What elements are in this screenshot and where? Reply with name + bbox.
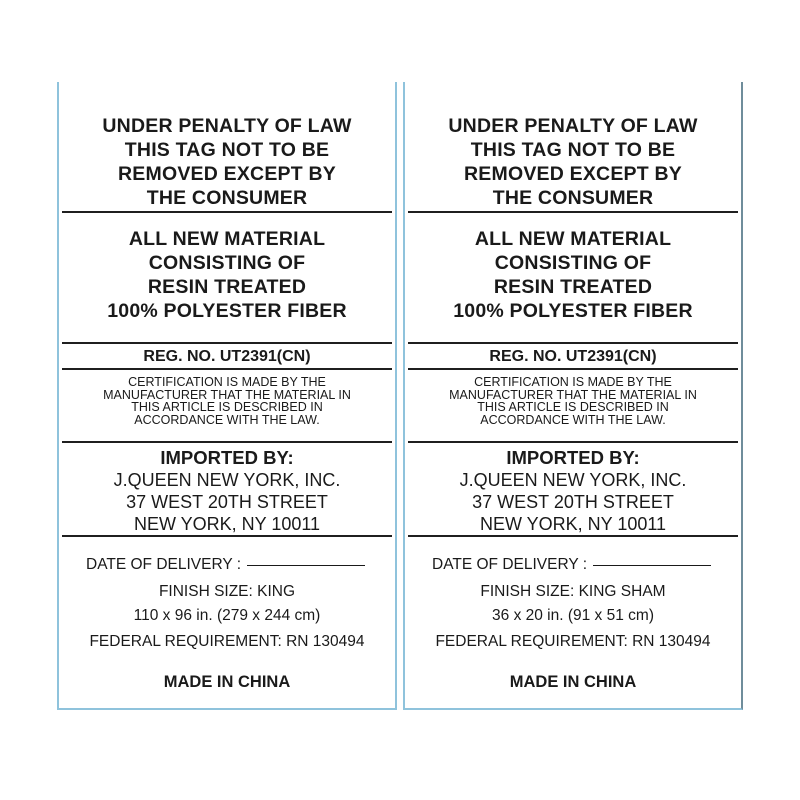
date-of-delivery [432,555,711,575]
federal-requirement: FEDERAL REQUIREMENT: RN 130494 [89,633,365,650]
certification-line: THIS ARTICLE IS DESCRIBED IN [477,400,669,414]
finish-size: FINISH SIZE: KING [158,583,296,600]
divider [408,441,738,443]
divider [408,368,738,370]
warning-line: THE CONSUMER [492,187,654,209]
certification-section [59,376,395,426]
importer-line: J.QUEEN NEW YORK, INC. [113,470,341,490]
law-tag-right [403,82,743,710]
importer-line: 37 WEST 20TH STREET [472,492,674,512]
imported-by-label: IMPORTED BY: [160,447,294,468]
importer-section [59,447,395,535]
federal-requirement: FEDERAL REQUIREMENT: RN 130494 [435,633,711,650]
importer-line: 37 WEST 20TH STREET [126,492,328,512]
importer-line: J.QUEEN NEW YORK, INC. [459,470,687,490]
material-line: 100% POLYESTER FIBER [453,300,693,322]
divider [62,535,392,537]
dimensions: 36 x 20 in. (91 x 51 cm) [492,607,654,624]
warning-line: THE CONSUMER [146,187,308,209]
certification-section [405,376,741,426]
origin: MADE IN CHINA [509,673,637,691]
certification-line: CERTIFICATION IS MADE BY THE [128,375,326,389]
origin: MADE IN CHINA [163,673,291,691]
date-of-delivery-label: DATE OF DELIVERY : [86,556,242,573]
material-section [405,227,741,323]
certification-line: MANUFACTURER THAT THE MATERIAL IN [449,387,697,402]
date-of-delivery-label: DATE OF DELIVERY : [432,556,588,573]
material-line: 100% POLYESTER FIBER [107,300,347,322]
material-line: ALL NEW MATERIAL [128,228,326,250]
reg-number: REG. NO. UT2391(CN) [489,348,657,365]
warning-line: REMOVED EXCEPT BY [118,163,336,185]
certification-line: MANUFACTURER THAT THE MATERIAL IN [103,387,351,402]
warning-line: THIS TAG NOT TO BE [124,139,330,161]
material-line: RESIN TREATED [147,276,307,298]
warning-line: UNDER PENALTY OF LAW [448,115,698,137]
dimensions: 110 x 96 in. (279 x 244 cm) [133,607,321,624]
warning-line: REMOVED EXCEPT BY [464,163,682,185]
warning-section [59,114,395,210]
warning-line: UNDER PENALTY OF LAW [102,115,352,137]
material-line: ALL NEW MATERIAL [474,228,672,250]
importer-line: NEW YORK, NY 10011 [133,514,321,534]
date-of-delivery [86,555,365,575]
imported-by-label: IMPORTED BY: [506,447,640,468]
divider [62,368,392,370]
certification-line: ACCORDANCE WITH THE LAW. [134,412,320,427]
law-tag-left [57,82,397,710]
importer-section [405,447,741,535]
certification-line: ACCORDANCE WITH THE LAW. [480,412,666,427]
divider [62,441,392,443]
material-line: RESIN TREATED [493,276,653,298]
divider [408,211,738,213]
divider [62,342,392,344]
material-line: CONSISTING OF [148,252,306,274]
finish-size: FINISH SIZE: KING SHAM [480,583,666,600]
reg-number: REG. NO. UT2391(CN) [143,348,311,365]
divider [62,211,392,213]
divider [408,342,738,344]
date-blank-line [247,565,365,566]
material-line: CONSISTING OF [494,252,652,274]
certification-line: CERTIFICATION IS MADE BY THE [474,375,672,389]
importer-line: NEW YORK, NY 10011 [479,514,667,534]
divider [408,535,738,537]
date-blank-line [593,565,711,566]
material-section [59,227,395,323]
warning-line: THIS TAG NOT TO BE [470,139,676,161]
warning-section [405,114,741,210]
certification-line: THIS ARTICLE IS DESCRIBED IN [131,400,323,414]
